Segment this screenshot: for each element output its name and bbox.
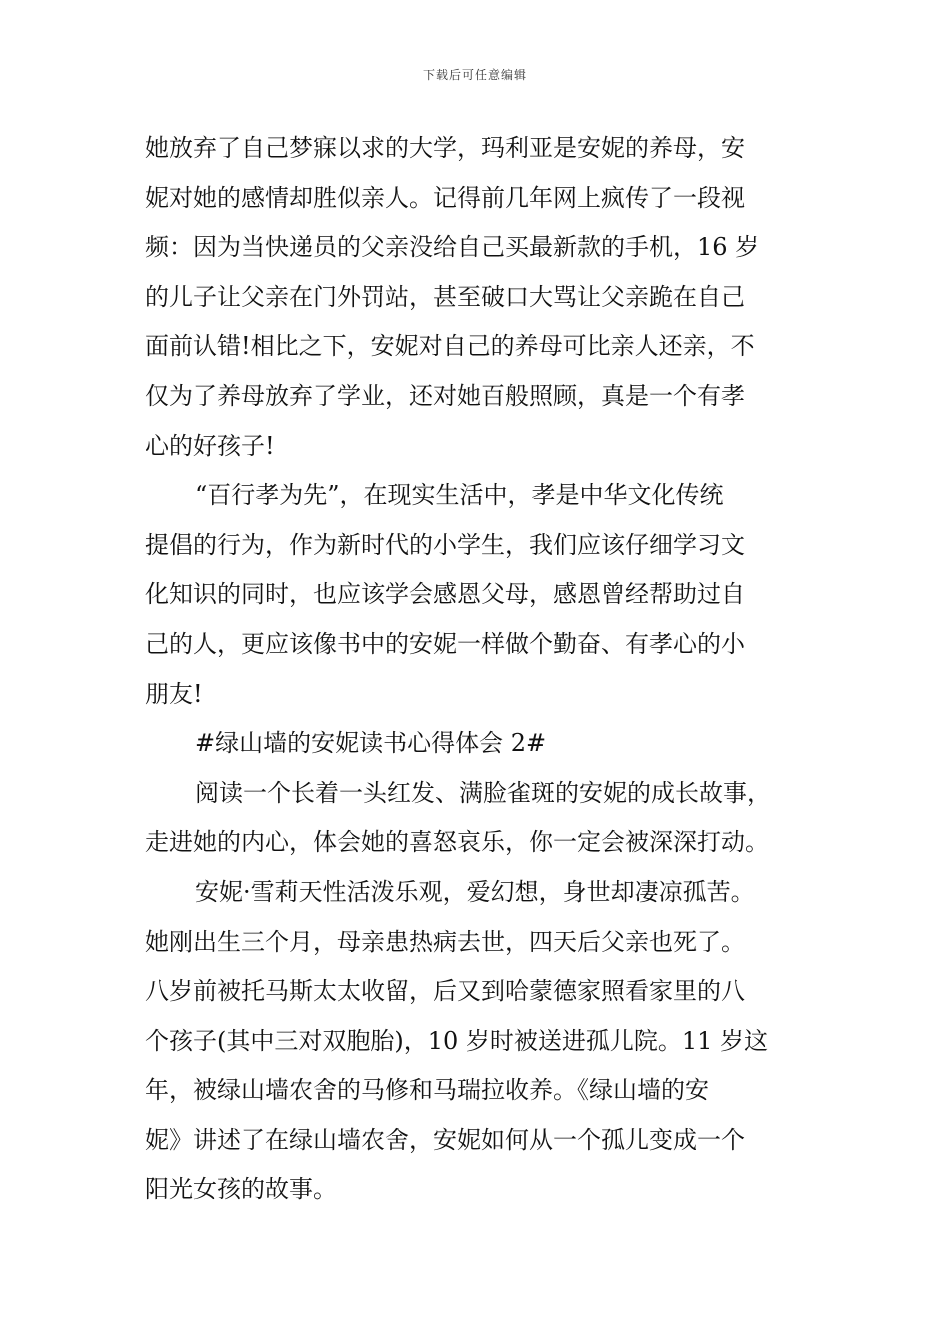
text-line: 化知识的同时，也应该学会感恩父母，感恩曾经帮助过自 [145,580,745,609]
text-line: 频：因为当快递员的父亲没给自己买最新款的手机，16 岁 [145,233,760,262]
text-line: 她放弃了自己梦寐以求的大学，玛利亚是安妮的养母，安 [145,134,745,162]
text-line: 个孩子(其中三对双胞胎)，10 岁时被送进孤儿院。11 岁这 [145,1026,769,1055]
text-line: 妮对她的感情却胜似亲人。记得前几年网上疯传了一段视 [145,183,745,212]
text-line: 面前认错!相比之下，安妮对自己的养母可比亲人还亲，不 [145,332,755,361]
text-line: 阳光女孩的故事。 [145,1175,337,1204]
text-line: 朋友! [145,679,203,708]
text-line: 年，被绿山墙农舍的马修和马瑞拉收养。《绿山墙的安 [145,1076,709,1105]
text-line: 仅为了养母放弃了学业，还对她百般照顾，真是一个有孝 [145,381,745,410]
text-line: 提倡的行为，作为新时代的小学生，我们应该仔细学习文 [145,530,745,559]
paragraph-start-line: 安妮·雪莉天性活泼乐观，爱幻想，身世却凄凉孤苦。 [195,877,755,906]
paragraph-start-line: “百行孝为先”，在现实生活中，孝是中华文化传统 [195,481,724,510]
text-line: 己的人，更应该像书中的安妮一样做个勤奋、有孝心的小 [145,629,745,658]
text-line: 八岁前被托马斯太太收留，后又到哈蒙德家照看家里的八 [145,977,745,1006]
text-line: 心的好孩子! [145,431,275,460]
paragraph-start-line: 阅读一个长着一头红发、满脸雀斑的安妮的成长故事， [195,778,771,807]
text-line: 走进她的内心，体会她的喜怒哀乐，你一定会被深深打动。 [145,828,769,857]
text-line: 的儿子让父亲在门外罚站，甚至破口大骂让父亲跪在自己 [145,282,745,311]
section-heading: #绿山墙的安妮读书心得体会 2# [195,729,547,758]
body-text [145,124,815,1215]
page-header: 下载后可任意编辑 [422,68,527,82]
text-line: 她刚出生三个月，母亲患热病去世，四天后父亲也死了。 [145,927,745,956]
text-line: 妮》讲述了在绿山墙农舍，安妮如何从一个孤儿变成一个 [145,1125,745,1154]
